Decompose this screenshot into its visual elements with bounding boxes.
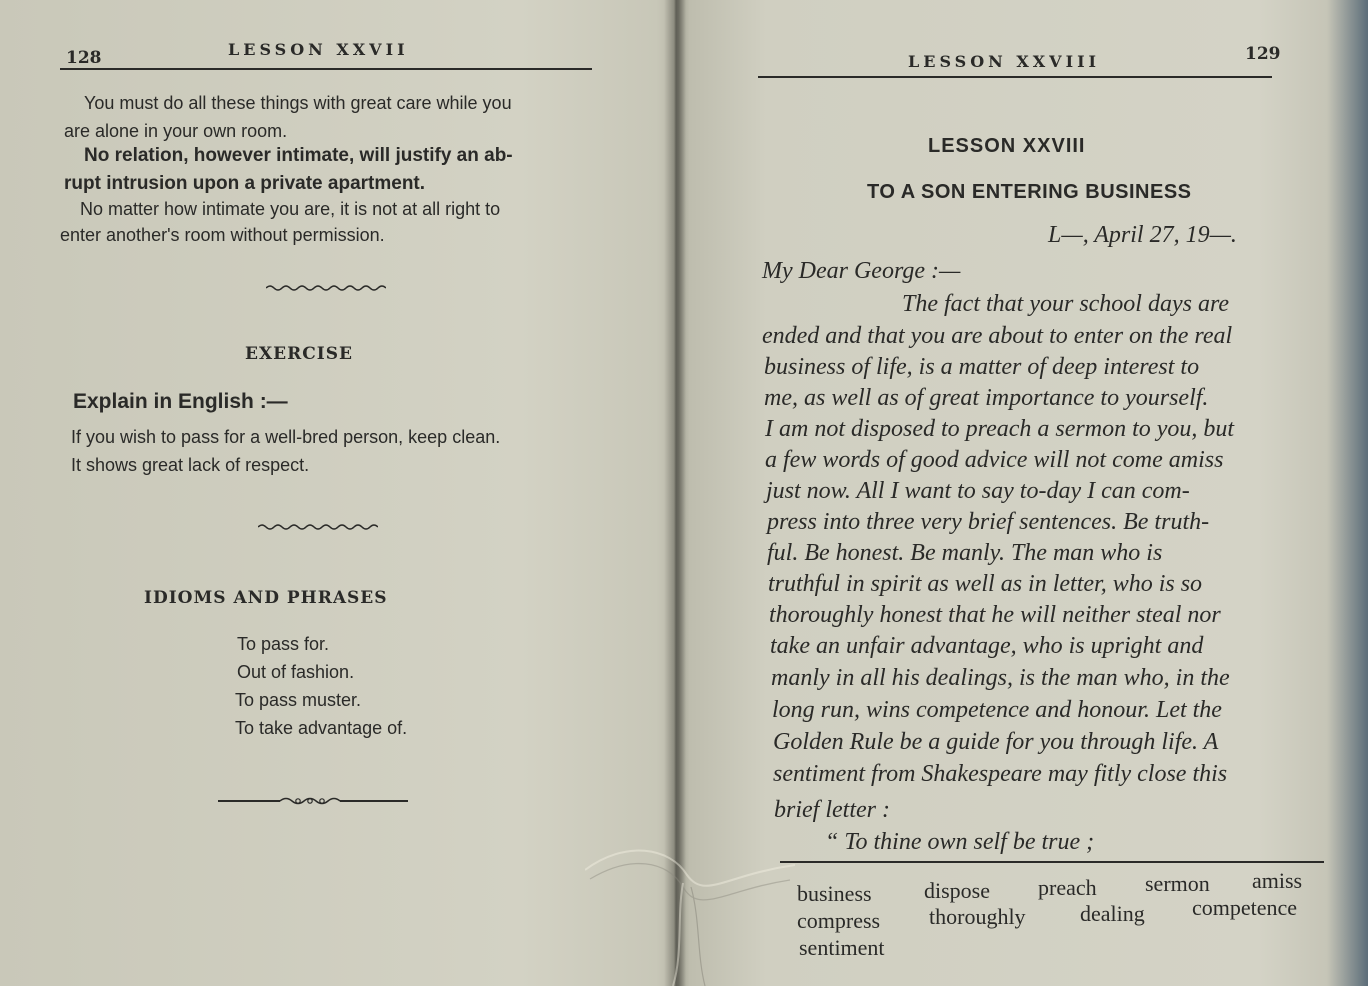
idioms-heading: IDIOMS AND PHRASES [144, 588, 388, 608]
vocabulary-word: preach [1038, 875, 1097, 900]
letter-line: just now. All I want to say to-day I can com- [766, 478, 1190, 504]
explain-heading: Explain in English :— [73, 390, 288, 413]
explain-line: It shows great lack of respect. [71, 455, 310, 475]
header-rule-left [60, 68, 592, 70]
vocabulary-word: dealing [1080, 901, 1145, 926]
intro-line: rupt intrusion upon a private apartment. [64, 173, 426, 194]
letter-line: sentiment from Shakespeare may fitly close this [773, 761, 1228, 787]
letter-line: take an unfair advantage, who is upright and [770, 633, 1204, 659]
intro-line: No matter how intimate you are, it is not at all right to [80, 199, 501, 219]
idiom-item: Out of fashion. [237, 662, 355, 682]
letter-line: press into three very brief sentences. Be truth- [767, 509, 1210, 535]
letter-line: “ To thine own self be true ; [825, 829, 1095, 855]
vocabulary-word: sentiment [799, 935, 885, 960]
dateline: L—, April 27, 19—. [1048, 222, 1237, 248]
letter-line: me, as well as of great importance to yourself. [764, 385, 1209, 411]
letter-line: Golden Rule be a guide for you through life. A [773, 729, 1219, 755]
header-rule-right [758, 76, 1272, 78]
idiom-item: To take advantage of. [235, 718, 408, 738]
letter-line: The fact that your school days are [902, 291, 1230, 317]
vocabulary-word: competence [1192, 895, 1298, 920]
page-number-left: 128 [66, 48, 102, 68]
salutation: My Dear George :— [762, 258, 961, 284]
vocabulary-rule [780, 861, 1324, 863]
vocabulary-word: thoroughly [929, 904, 1026, 929]
intro-line: No relation, however intimate, will justify an ab- [84, 145, 513, 166]
intro-line: You must do all these things with great care while you [84, 93, 512, 113]
letter-line: brief letter : [774, 797, 890, 823]
explain-line: If you wish to pass for a well-bred person, keep clean. [71, 427, 501, 447]
lesson-heading: LESSON XXVIII [928, 135, 1086, 157]
letter-line: manly in all his dealings, is the man who, in the [771, 665, 1230, 691]
wavy-rule-2 [258, 521, 378, 533]
letter-line: truthful in spirit as well as in letter, who is so [768, 571, 1203, 597]
lesson-title: TO A SON ENTERING BUSINESS [867, 181, 1192, 203]
idiom-item: To pass muster. [235, 690, 362, 710]
letter-line: thoroughly honest that he will neither steal nor [769, 602, 1221, 628]
intro-line: are alone in your own room. [64, 121, 288, 141]
letter-line: business of life, is a matter of deep interest to [764, 354, 1200, 380]
idiom-item: To pass for. [237, 634, 330, 654]
running-head-right: LESSON XXVIII [908, 52, 1101, 71]
vocabulary-word: dispose [924, 878, 990, 903]
letter-line: I am not disposed to preach a sermon to you, but [765, 416, 1235, 442]
page-crease [585, 835, 795, 986]
letter-line: ended and that you are about to enter on the real [762, 323, 1233, 349]
ornament-rule [218, 795, 408, 807]
intro-line: enter another's room without permission. [60, 225, 385, 245]
left-page [0, 0, 676, 986]
letter-line: long run, wins competence and honour. Let the [772, 697, 1222, 723]
vocabulary-word: amiss [1252, 868, 1303, 893]
vocabulary-word: business [797, 881, 872, 906]
running-head-left: LESSON XXVII [228, 40, 409, 59]
page-number-right: 129 [1245, 44, 1281, 64]
wavy-rule-1 [266, 282, 386, 294]
exercise-heading: EXERCISE [245, 344, 353, 364]
vocabulary-word: sermon [1145, 871, 1210, 896]
letter-line: a few words of good advice will not come amiss [765, 447, 1224, 473]
letter-line: ful. Be honest. Be manly. The man who is [767, 540, 1163, 566]
vocabulary-word: compress [797, 908, 881, 933]
